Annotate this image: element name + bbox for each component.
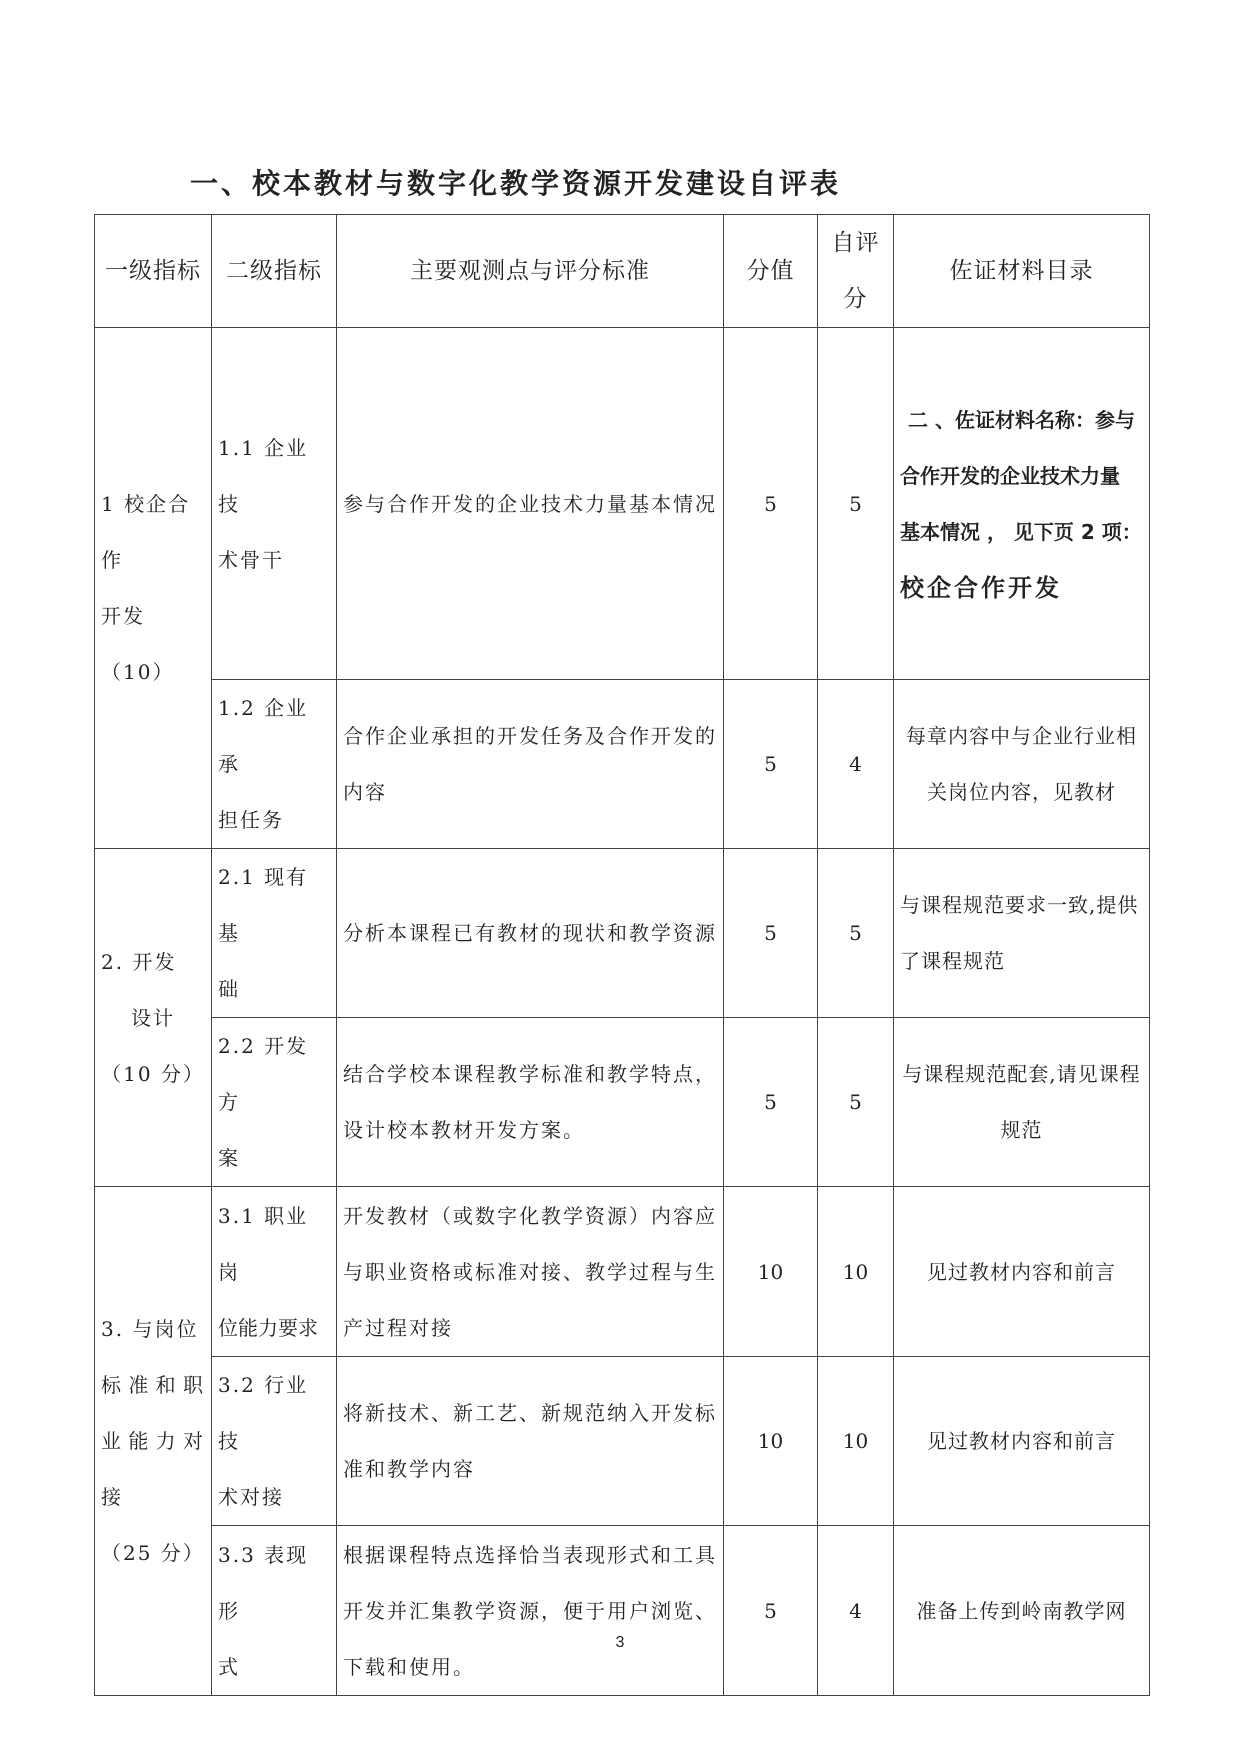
table-row (95, 1526, 1150, 1696)
header-evidence: 佐证材料目录 (894, 215, 1150, 328)
criteria-cell (337, 1526, 724, 1696)
header-criteria: 主要观测点与评分标准 (337, 215, 724, 328)
level2-text: 担任务 (218, 808, 284, 832)
criteria-text: 开发教材（或数字化教学资源）内容应 (343, 1203, 717, 1228)
evidence-text: 规范 (1000, 1118, 1043, 1142)
table-row (95, 849, 1150, 1018)
header-level1: 一级指标 (95, 215, 212, 328)
evidence-text: 见过教材内容和前言 (927, 1259, 1116, 1284)
level2-text: 3.1 职业岗 (218, 1203, 309, 1284)
score-cell: 5 (724, 849, 818, 1018)
self-score-cell: 4 (818, 1526, 894, 1696)
level1-text: 开发（10） (101, 604, 175, 684)
evidence-text: 与课程规范配套,请见课程 (902, 1062, 1141, 1086)
level2-text: 3.2 行业技 (218, 1373, 309, 1453)
score-cell: 5 (724, 1018, 818, 1187)
self-score-cell: 5 (818, 849, 894, 1018)
self-score-cell: 5 (818, 328, 894, 680)
level2-text: 术对接 (218, 1485, 284, 1509)
level2-cell (212, 328, 337, 680)
header-score: 分值 (724, 215, 818, 328)
criteria-text: 准和教学内容 (343, 1457, 475, 1481)
score-cell: 10 (724, 1357, 818, 1526)
criteria-text: 结合学校本课程教学标准和教学特点， (343, 1062, 717, 1086)
level2-text: 术骨干 (218, 547, 284, 572)
level2-text: 2.1 现有基 (218, 865, 309, 945)
page-title: 一、校本教材与数字化教学资源开发建设自评表 (190, 167, 842, 200)
criteria-text: 下载和使用。 (343, 1654, 475, 1679)
evidence-text: 基本情况 ， 见下页 2 项： (900, 519, 1142, 544)
evidence-handwritten-text: 校企合作开发 (900, 573, 1062, 602)
evidence-cell (894, 680, 1150, 849)
level2-text: 3.3 表现形 (218, 1542, 309, 1623)
level2-text: 位能力要求 (218, 1315, 318, 1340)
criteria-text: 设计校本教材开发方案。 (343, 1118, 585, 1142)
score-cell: 5 (724, 328, 818, 680)
level1-text: （25 分） (101, 1541, 205, 1565)
evidence-cell (894, 1018, 1150, 1187)
criteria-cell (337, 1018, 724, 1187)
criteria-cell (337, 849, 724, 1018)
criteria-cell (337, 1187, 724, 1357)
evidence-text: 关岗位内容，见教材 (927, 780, 1116, 804)
criteria-cell (337, 680, 724, 849)
evidence-cell (894, 1526, 1150, 1696)
level1-cell (95, 1187, 212, 1696)
table-row (95, 1357, 1150, 1526)
criteria-text: 分析本课程已有教材的现状和教学资源 (343, 921, 717, 945)
evidence-text: 与课程规范要求一致,提供 (900, 893, 1139, 917)
table-row (95, 328, 1150, 680)
level2-text: 1.1 企业技 (218, 435, 309, 516)
page-number: 3 (615, 1634, 625, 1651)
evidence-text: 合作开发的企业技术力量 (900, 463, 1120, 488)
level1-text: 3. 与岗位 (101, 1317, 199, 1341)
criteria-cell (337, 1357, 724, 1526)
level2-cell (212, 680, 337, 849)
header-self-score: 自评分 (818, 215, 894, 328)
criteria-text: 内容 (343, 780, 387, 804)
level1-text: 标准和职 (101, 1373, 205, 1397)
level2-cell (212, 849, 337, 1018)
criteria-text: 与职业资格或标准对接、教学过程与生 (343, 1259, 717, 1284)
level2-cell (212, 1526, 337, 1696)
level2-cell (212, 1018, 337, 1187)
table-header-row (95, 215, 1150, 328)
level1-text: 1 校企合作 (101, 492, 191, 572)
evidence-text: 二 、佐证材料名称：参与 (908, 407, 1135, 432)
level1-text: 接 (101, 1485, 123, 1509)
evidence-cell (894, 1357, 1150, 1526)
evidence-cell (894, 849, 1150, 1018)
table-row (95, 1018, 1150, 1187)
criteria-text: 参与合作开发的企业技术力量基本情况 (343, 491, 717, 516)
header-level2: 二级指标 (212, 215, 337, 328)
evidence-text: 见过教材内容和前言 (927, 1429, 1116, 1453)
level1-cell (95, 849, 212, 1187)
criteria-text: 合作企业承担的开发任务及合作开发的 (343, 724, 717, 748)
evidence-text: 准备上传到岭南教学网 (916, 1598, 1127, 1623)
level1-text: 设计 (131, 1005, 175, 1030)
level1-text: （10 分） (101, 1061, 205, 1086)
criteria-text: 根据课程特点选择恰当表现形式和工具 (343, 1542, 717, 1567)
level1-cell (95, 328, 212, 849)
level2-text: 础 (218, 977, 240, 1001)
level1-text: 业能力对 (101, 1429, 205, 1453)
level2-text: 式 (218, 1654, 240, 1679)
criteria-text: 将新技术、新工艺、新规范纳入开发标 (343, 1401, 717, 1425)
evidence-cell (894, 1187, 1150, 1357)
self-score-cell: 5 (818, 1018, 894, 1187)
criteria-text: 产过程对接 (343, 1315, 453, 1340)
self-score-cell: 10 (818, 1357, 894, 1526)
evidence-text: 每章内容中与企业行业相 (906, 724, 1137, 748)
evidence-cell (894, 328, 1150, 680)
level2-cell (212, 1187, 337, 1357)
self-score-cell: 4 (818, 680, 894, 849)
level1-text: 2. 开发 (101, 949, 177, 974)
evidence-text: 了课程规范 (900, 949, 1005, 973)
score-cell: 5 (724, 680, 818, 849)
level2-text: 1.2 企业承 (218, 696, 309, 776)
criteria-text: 开发并汇集教学资源，便于用户浏览、 (343, 1598, 717, 1623)
level2-text: 2.2 开发方 (218, 1034, 309, 1114)
table-row (95, 680, 1150, 849)
level2-cell (212, 1357, 337, 1526)
level2-text: 案 (218, 1146, 240, 1170)
criteria-cell (337, 328, 724, 680)
self-score-cell: 10 (818, 1187, 894, 1357)
score-cell: 5 (724, 1526, 818, 1696)
score-cell: 10 (724, 1187, 818, 1357)
table-row (95, 1187, 1150, 1357)
self-evaluation-table (94, 214, 1150, 1696)
